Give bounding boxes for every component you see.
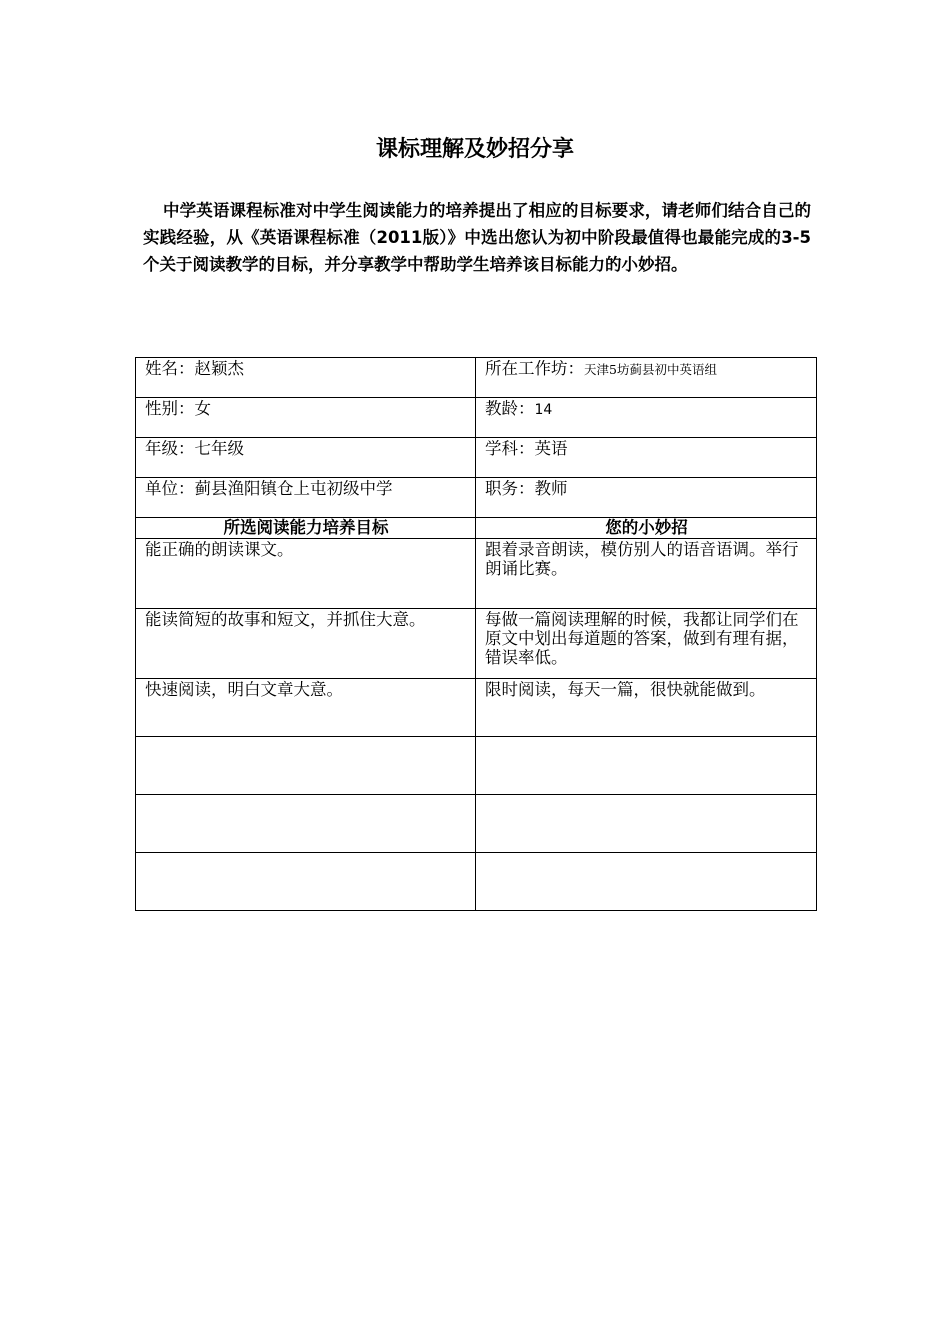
gender-value: 女 — [194, 399, 211, 418]
teaching-years-value: 14 — [534, 402, 553, 418]
info-row-name — [136, 358, 817, 398]
goal-cell — [136, 853, 476, 911]
teaching-years-label: 教龄： — [485, 399, 535, 418]
table-row — [136, 853, 817, 911]
table-row — [136, 539, 817, 609]
grade-value: 七年级 — [194, 439, 244, 458]
info-table — [135, 357, 817, 911]
position-value: 教师 — [534, 479, 568, 498]
goal-cell: 能正确的朗读课文。 — [136, 539, 476, 609]
position-label: 职务： — [485, 479, 535, 498]
intro-paragraph: 中学英语课程标准对中学生阅读能力的培养提出了相应的目标要求，请老师们结合自己的实践经验，从《英语课程标准（2011版）》中选出您认为初中阶段最值得也最能完成的3-5个关于阅读教学的目标，并分享教学中帮助学生培养该目标能力的小妙招。 — [143, 201, 811, 274]
workshop-value: 天津5坊蓟县初中英语组 — [584, 362, 717, 377]
info-row-grade — [136, 438, 817, 478]
tip-cell: 限时阅读，每天一篇，很快就能做到。 — [476, 679, 817, 737]
tip-cell: 跟着录音朗读，模仿别人的语音语调。举行朗诵比赛。 — [476, 539, 817, 609]
grade-label: 年级： — [145, 439, 195, 458]
subject-value: 英语 — [534, 439, 568, 458]
tip-cell — [476, 853, 817, 911]
table-row — [136, 795, 817, 853]
info-row-gender — [136, 398, 817, 438]
name-value: 赵颖杰 — [194, 359, 244, 378]
goal-cell — [136, 737, 476, 795]
subject-label: 学科： — [485, 439, 535, 458]
name-label: 姓名： — [145, 359, 195, 378]
grade-cell — [136, 438, 476, 478]
goal-cell: 快速阅读，明白文章大意。 — [136, 679, 476, 737]
goals-header-goal: 所选阅读能力培养目标 — [136, 518, 476, 539]
unit-label: 单位： — [145, 479, 195, 498]
page-title: 课标理解及妙招分享 — [375, 137, 574, 162]
table-row — [136, 679, 817, 737]
subject-cell — [476, 438, 817, 478]
gender-label: 性别： — [145, 399, 195, 418]
goals-header-row — [136, 518, 817, 539]
gender-cell — [136, 398, 476, 438]
goals-header-tip: 您的小妙招 — [476, 518, 817, 539]
table-row — [136, 737, 817, 795]
goal-cell: 能读简短的故事和短文，并抓住大意。 — [136, 609, 476, 679]
tip-cell — [476, 737, 817, 795]
tip-cell: 每做一篇阅读理解的时候，我都让同学们在原文中划出每道题的答案，做到有理有据，错误率低。 — [476, 609, 817, 679]
unit-cell — [136, 478, 476, 518]
goal-cell — [136, 795, 476, 853]
workshop-label: 所在工作坊： — [485, 359, 584, 378]
info-row-unit — [136, 478, 817, 518]
teaching-years-cell — [476, 398, 817, 438]
name-cell — [136, 358, 476, 398]
unit-value: 蓟县渔阳镇仓上屯初级中学 — [194, 479, 393, 498]
workshop-cell — [476, 358, 817, 398]
table-row — [136, 609, 817, 679]
position-cell — [476, 478, 817, 518]
tip-cell — [476, 795, 817, 853]
